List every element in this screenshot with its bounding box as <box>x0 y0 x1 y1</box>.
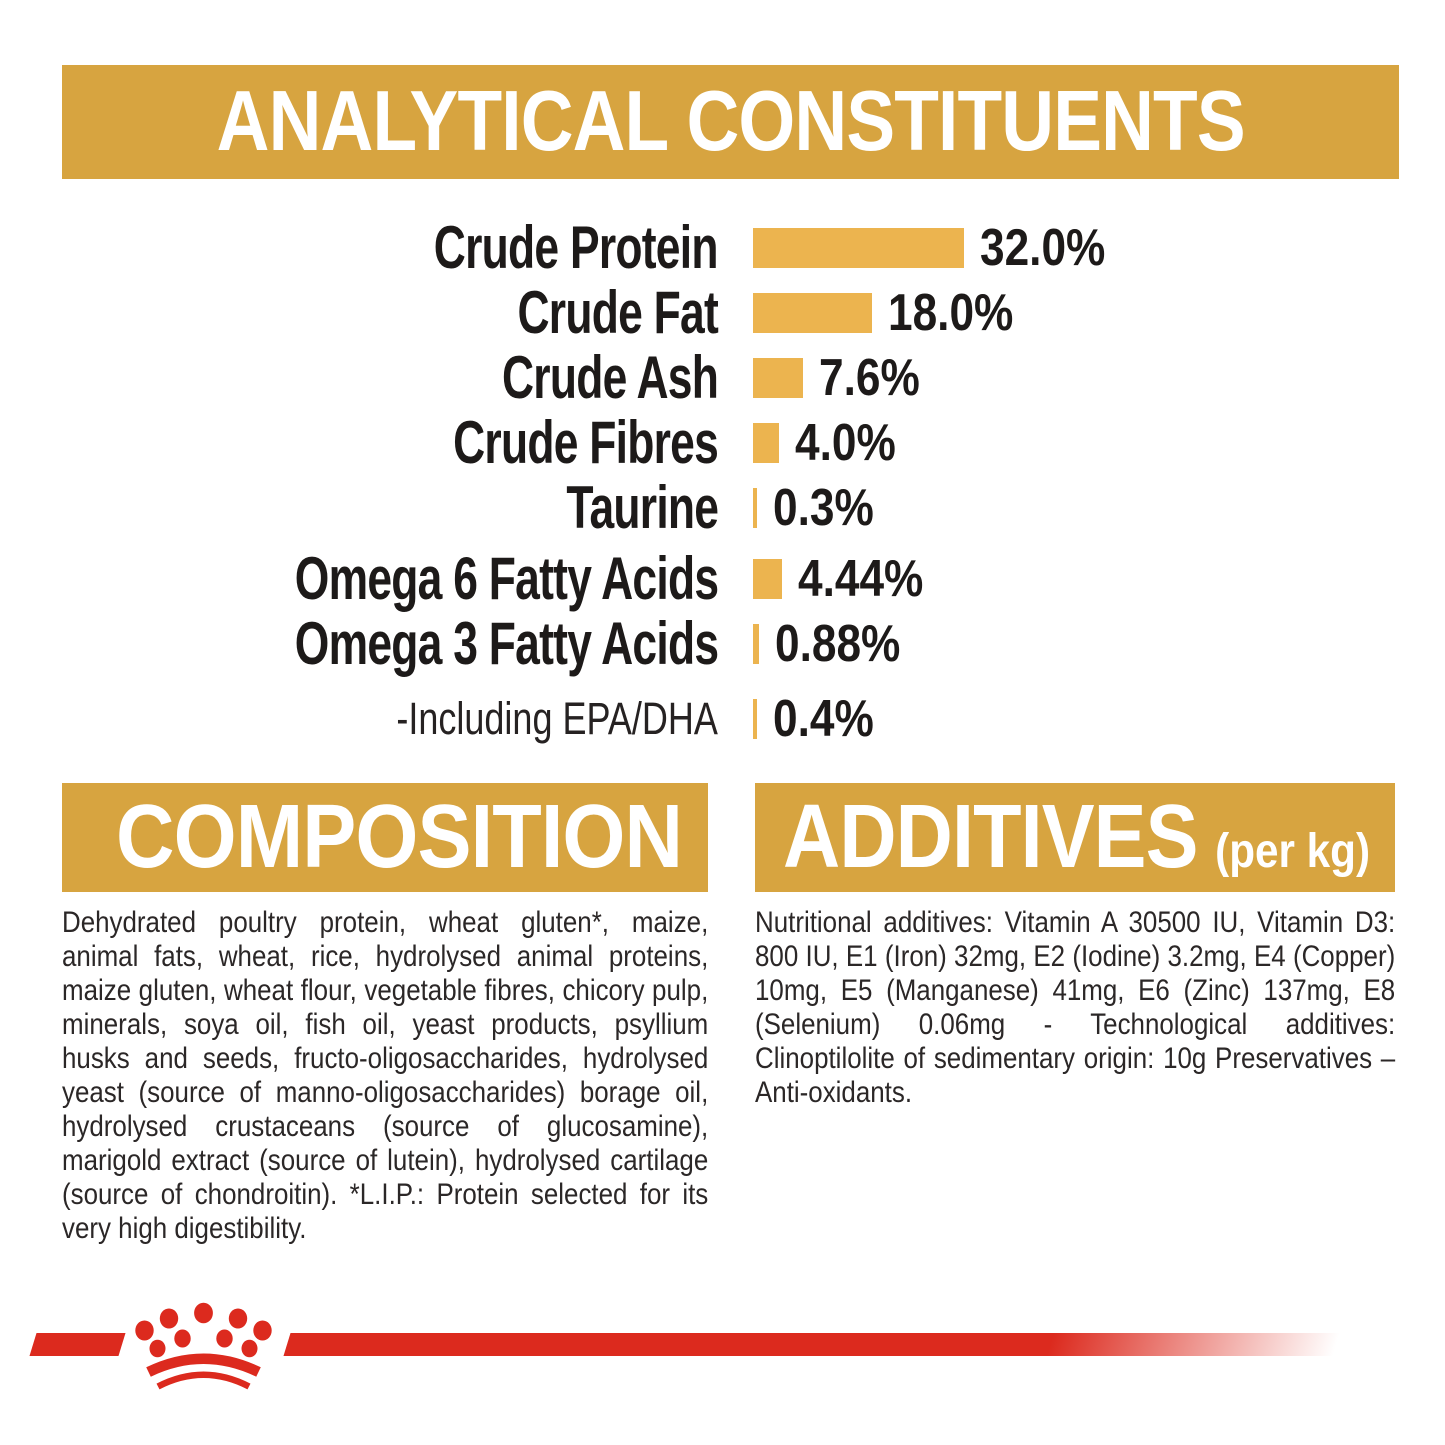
constituent-bar <box>753 559 782 599</box>
additives-text: Nutritional additives: Vitamin A 30500 IU, Vitamin D3: 800 IU, E1 (Iron) 32mg, E2 (Iodine) 3.2mg, E4 (Copper) 10mg, E5 (Manganese) 41mg, E6 (Zinc) 137mg, E8 (Selenium) 0.06mg - Technological additives: Clinoptilolite of sedimentary origin: 10g Preservatives – Anti-oxidants. <box>755 906 1396 1109</box>
constituent-bar <box>753 293 872 333</box>
footer-divider-line-right <box>283 1333 1350 1356</box>
constituent-label: Crude Protein <box>434 214 718 281</box>
constituent-value: 4.44% <box>798 549 924 608</box>
constituent-label: Crude Fat <box>517 279 718 346</box>
analytical-constituents-banner <box>62 65 1399 179</box>
royal-canin-crown-logo <box>133 1302 274 1399</box>
constituent-label: -Including EPA/DHA <box>396 692 718 744</box>
constituent-label: Omega 3 Fatty Acids <box>294 610 718 677</box>
additives-per-kg-note: (per kg) <box>1215 825 1371 878</box>
additives-heading: ADDITIVES <box>783 787 1198 887</box>
constituent-bar <box>753 624 759 664</box>
constituent-bar <box>753 488 757 528</box>
composition-text: Dehydrated poultry protein, wheat gluten*, maize, animal fats, wheat, rice, hydrolysed animal proteins, maize gluten, wheat flour, vegetable fibres, chicory pulp, minerals, soya oil, fish oil, yeast products, psyllium husks and seeds, fructo-oligosaccharides, hydrolysed yeast (source of manno-oligosaccharides) borage oil, hydrolysed crustaceans (source of glucosamine), marigold extract (source of lutein), hydrolysed cartilage (source of chondroitin). *L.I.P.: Protein selected for its very high digestibility. <box>62 906 709 1245</box>
chart-row <box>0 686 1445 751</box>
constituent-value: 0.88% <box>774 614 901 673</box>
constituent-value: 0.3% <box>772 478 874 537</box>
footer-divider-line-left <box>29 1333 125 1356</box>
chart-row <box>0 611 1445 676</box>
analytical-constituents-chart <box>0 215 1445 751</box>
composition-heading: COMPOSITION <box>116 787 683 887</box>
additives-heading-band <box>755 783 1395 892</box>
constituent-label: Crude Fibres <box>453 409 718 476</box>
chart-row <box>0 215 1445 280</box>
additives-section <box>755 783 1395 1110</box>
constituent-label: Taurine <box>566 474 718 541</box>
constituent-bar <box>753 699 757 739</box>
constituent-value: 0.4% <box>772 689 874 748</box>
constituent-label: Crude Ash <box>501 344 718 411</box>
constituent-value: 7.6% <box>819 348 920 407</box>
composition-heading-band <box>62 783 708 892</box>
constituent-value: 18.0% <box>887 283 1014 342</box>
constituent-bar <box>753 358 803 398</box>
chart-row <box>0 546 1445 611</box>
crown-icon <box>133 1302 274 1399</box>
constituent-bar <box>753 423 779 463</box>
constituent-bar <box>753 228 964 268</box>
chart-row <box>0 280 1445 345</box>
analytical-constituents-title: ANALYTICAL CONSTITUENTS <box>216 74 1245 169</box>
additives-heading-row <box>783 786 1370 889</box>
constituent-label: Omega 6 Fatty Acids <box>294 545 718 612</box>
chart-row <box>0 345 1445 410</box>
constituent-value: 32.0% <box>980 218 1106 277</box>
constituent-value: 4.0% <box>795 413 897 472</box>
chart-row <box>0 475 1445 540</box>
composition-section <box>62 783 708 1246</box>
chart-row <box>0 410 1445 475</box>
